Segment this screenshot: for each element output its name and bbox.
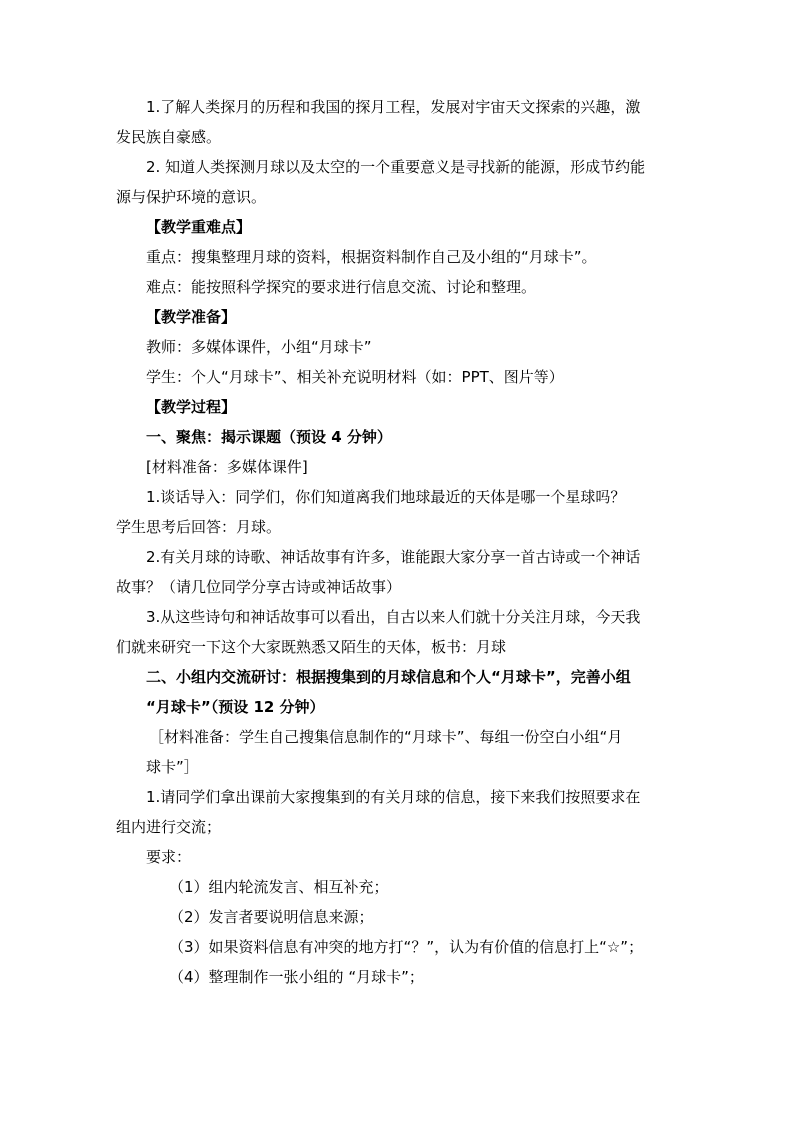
part-2-step-1-line-1: 1.请同学们拿出课前大家搜集到的有关月球的信息，接下来我们按照要求在: [146, 788, 641, 806]
document-page: [116, 92, 682, 992]
requirements-label: 要求：: [146, 848, 192, 866]
part-2-materials-line-2: 球卡”］: [146, 758, 199, 776]
requirement-item: （2）发言者要说明信息来源；: [169, 908, 374, 926]
part-1-step-1-line-2: 学生思考后回答：月球。: [116, 518, 282, 536]
part-2-title-line-2: “月球卡”（预设 12 分钟）: [146, 698, 325, 716]
objective-1-line-1: 1.了解人类探月的历程和我国的探月工程，发展对宇宙天文探索的兴趣，激: [146, 98, 641, 116]
part-1-step-2-line-1: 2.有关月球的诗歌、神话故事有许多，谁能跟大家分享一首古诗或一个神话: [146, 548, 641, 566]
objective-1-line-2: 发民族自豪感。: [116, 128, 222, 146]
key-point-difficulty: 难点：能按照科学探究的要求进行信息交流、讨论和整理。: [146, 278, 537, 296]
process-heading: 【教学过程】: [146, 398, 237, 416]
key-point-focus: 重点：搜集整理月球的资料，根据资料制作自己及小组的“月球卡”。: [146, 248, 597, 266]
preparation-heading: 【教学准备】: [146, 308, 237, 326]
part-2-title-line-1: 二、小组内交流研讨：根据搜集到的月球信息和个人“月球卡”，完善小组: [146, 668, 631, 686]
objective-2-line-2: 源与保护环境的意识。: [116, 188, 267, 206]
requirement-item: （3）如果资料信息有冲突的地方打“？”，认为有价值的信息打上“☆”；: [169, 938, 644, 956]
requirement-item: （1）组内轮流发言、相互补充；: [169, 878, 389, 896]
part-1-materials: [材料准备：多媒体课件]: [146, 458, 308, 476]
part-1-step-3-line-2: 们就来研究一下这个大家既熟悉又陌生的天体，板书：月球: [116, 638, 507, 656]
requirement-item: （4）整理制作一张小组的 “月球卡”；: [169, 968, 424, 986]
key-points-heading: 【教学重难点】: [146, 218, 252, 236]
part-2-materials-line-1: ［材料准备：学生自己搜集信息制作的“月球卡”、每组一份空白小组“月: [149, 728, 623, 746]
preparation-student: 学生：个人“月球卡”、相关补充说明材料（如：PPT、图片等）: [146, 368, 564, 386]
part-1-step-1-line-1: 1.谈话导入：同学们，你们知道离我们地球最近的天体是哪一个星球吗？: [146, 488, 626, 506]
part-1-step-3-line-1: 3.从这些诗句和神话故事可以看出，自古以来人们就十分关注月球，今天我: [146, 608, 641, 626]
part-2-step-1-line-2: 组内进行交流；: [116, 818, 222, 836]
part-1-step-2-line-2: 故事？（请几位同学分享古诗或神话故事）: [116, 578, 402, 596]
part-1-title: 一、聚焦：揭示课题（预设 4 分钟）: [146, 428, 392, 446]
objective-2-line-1: 2. 知道人类探测月球以及太空的一个重要意义是寻找新的能源，形成节约能: [146, 158, 646, 176]
preparation-teacher: 教师：多媒体课件，小组“月球卡”: [146, 338, 372, 356]
